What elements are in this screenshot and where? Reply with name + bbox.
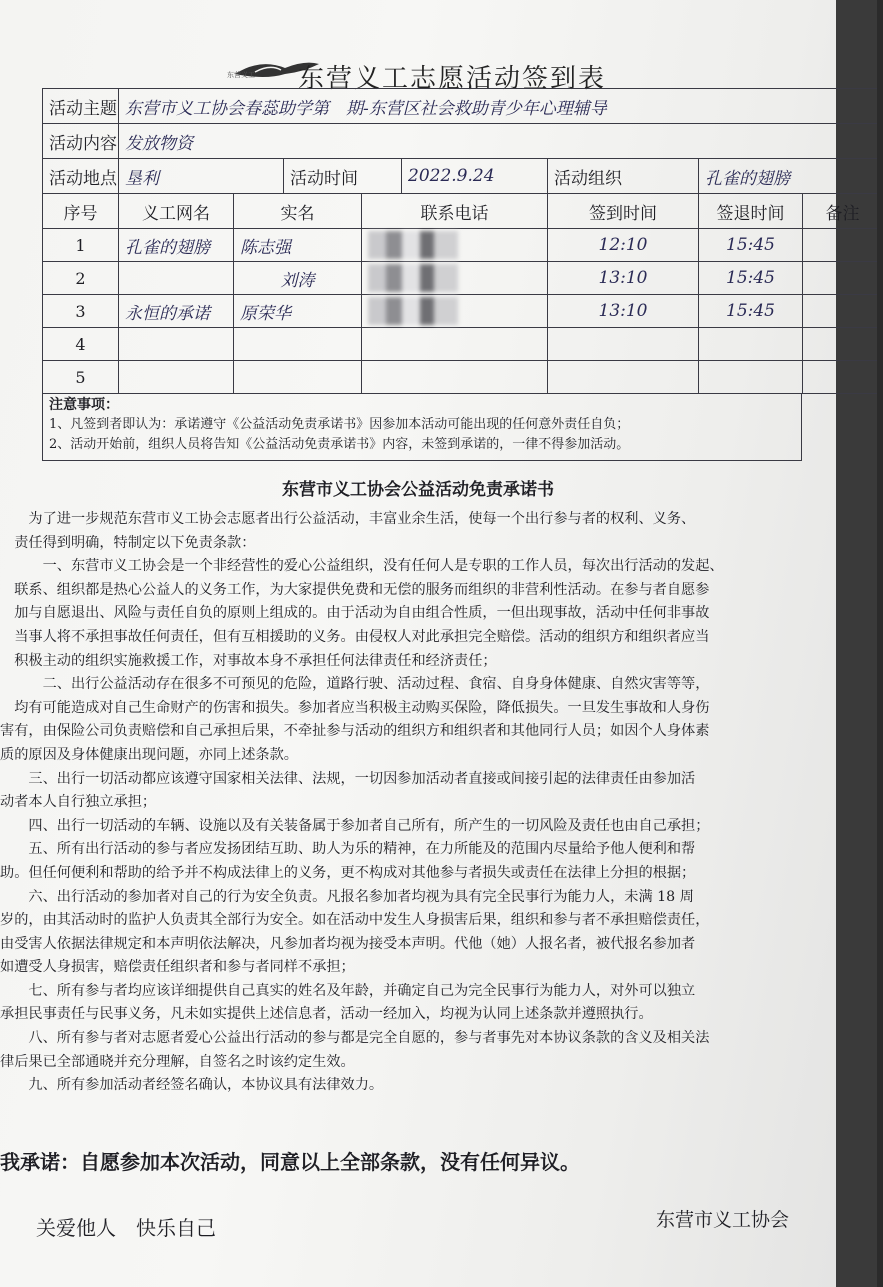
waiver-line: 由受害人依据法律规定和本声明依法解决，凡参加者均视为接受本声明。代他（她）人报名者，被代报名参加者 (0, 935, 696, 952)
redacted-phone (368, 297, 458, 325)
row-name (234, 361, 362, 394)
org-value: 孔雀的翅膀 (699, 159, 883, 194)
time-value: 2022.9.24 (402, 159, 548, 194)
row-num: 1 (43, 229, 119, 262)
sign-in-sheet-title: 东营义工志愿活动签到表 (298, 64, 607, 94)
row-checkout: 15:45 (699, 295, 803, 328)
col-header-num: 序号 (43, 194, 119, 229)
row-nick (119, 262, 234, 295)
waiver-line: 动者本人自行独立承担； (0, 794, 157, 811)
waiver-line: 联系、组织都是热心公益人的义务工作，为大家提供免费和无偿的服务而组织的非营利性活动。在参与者自愿参 (0, 581, 710, 598)
row-name: 原荣华 (234, 295, 362, 328)
document-header (40, 50, 800, 94)
sign-in-table (42, 88, 883, 394)
col-header-name: 实名 (234, 194, 362, 229)
table-row (43, 295, 883, 328)
content-row (43, 124, 883, 159)
waiver-line: 律后果已全部通晓并充分理解，自签名之时该约定生效。 (0, 1053, 355, 1070)
background-edge (877, 0, 883, 1287)
row-phone-redacted (362, 262, 548, 295)
row-remark (803, 328, 883, 361)
notes-box (42, 393, 802, 461)
waiver-line: 加与自愿退出、风险与责任自负的原则上组成的。由于活动为自由组合性质，一但出现事故，活动中任何非事故 (0, 605, 710, 622)
waiver-line: 助。但任何便利和帮助的给予并不构成法律上的义务，更不构成对其他参与者损失或责任在法律上分担的根据； (0, 864, 696, 881)
org-label: 活动组织 (548, 159, 699, 194)
location-label: 活动地点 (43, 159, 119, 194)
row-remark (803, 295, 883, 328)
row-checkin: 12:10 (548, 229, 699, 262)
notes-item: 1、凡签到者即认为：承诺遵守《公益活动免责承诺书》因参加本活动可能出现的任何意外责任自负； (49, 417, 630, 432)
waiver-line: 二、出行公益活动存在很多不可预见的危险，道路行驶、活动过程、食宿、自身身体健康、自然灾害等等， (0, 676, 710, 693)
row-name: 刘涛 (234, 262, 362, 295)
logo-text: 东营义工 (227, 71, 255, 79)
waiver-line: 均有可能造成对自己生命财产的伤害和损失。参加者应当积极主动购买保险，降低损失。一旦发生事故和人身伤 (0, 699, 710, 716)
theme-label: 活动主题 (43, 89, 119, 124)
row-name (234, 328, 362, 361)
row-nick (119, 328, 234, 361)
row-num: 2 (43, 262, 119, 295)
row-checkin: 13:10 (548, 262, 699, 295)
row-nick: 永恒的承诺 (119, 295, 234, 328)
time-label: 活动时间 (284, 159, 402, 194)
row-name: 陈志强 (234, 229, 362, 262)
waiver-line: 如遭受人身损害，赔偿责任组织者和参与者同样不承担； (0, 959, 355, 976)
waiver-line: 七、所有参与者均应该详细提供自己真实的姓名及年龄，并确定自己为完全民事行为能力人，对外可以独立 (0, 982, 696, 999)
content-label: 活动内容 (43, 124, 119, 159)
row-remark (803, 361, 883, 394)
row-num: 4 (43, 328, 119, 361)
row-checkout: 15:45 (699, 262, 803, 295)
row-nick: 孔雀的翅膀 (119, 229, 234, 262)
col-header-remark: 备注 (803, 194, 883, 229)
row-checkout (699, 361, 803, 394)
waiver-line: 当事人将不承担事故任何责任，但有互相援助的义务。由侵权人对此承担完全赔偿。活动的组织方和组织者应当 (0, 628, 710, 645)
waiver-line: 三、出行一切活动都应该遵守国家相关法律、法规，一切因参加活动者直接或间接引起的法律责任由参加活 (0, 770, 696, 787)
waiver-line: 五、所有出行活动的参与者应发扬团结互助、助人为乐的精神，在力所能及的范围内尽量给予他人便利和帮 (0, 841, 696, 858)
theme-row (43, 89, 883, 124)
location-row (43, 159, 883, 194)
row-checkin (548, 328, 699, 361)
waiver-line: 岁的，由其活动时的监护人负责其全部行为安全。如在活动中发生人身损害后果，组织和参与者不承担赔偿责任， (0, 912, 710, 929)
organization-name: 东营市义工协会 (656, 1209, 790, 1231)
waiver-line: 一、东营市义工协会是一个非经营性的爱心公益组织，没有任何人是专职的工作人员，每次出行活动的发起、 (0, 558, 724, 575)
row-checkin (548, 361, 699, 394)
row-phone (362, 361, 548, 394)
row-num: 5 (43, 361, 119, 394)
row-checkout (699, 328, 803, 361)
waiver-line: 承担民事责任与民事义务，凡未如实提供上述信息者，活动一经加入，均视为认同上述条款并遵照执行。 (0, 1006, 653, 1023)
waiver-line: 九、所有参加活动者经签名确认，本协议具有法律效力。 (0, 1077, 384, 1094)
waiver-line: 积极主动的组织实施救援工作，对事故本身不承担任何法律责任和经济责任； (0, 652, 497, 669)
waiver-line: 八、所有参与者对志愿者爱心公益出行活动的参与都是完全自愿的，参与者事先对本协议条款的含义及相关法 (0, 1030, 710, 1047)
table-row (43, 262, 883, 295)
waiver-line: 为了进一步规范东营市义工协会志愿者出行公益活动，丰富业余生活，使每一个出行参与者的权利、义务、 (0, 511, 696, 527)
col-header-checkin: 签到时间 (548, 194, 699, 229)
location-value: 垦利 (119, 159, 284, 194)
slogan: 关爱他人 快乐自己 (36, 1216, 216, 1240)
row-remark (803, 262, 883, 295)
waiver-line: 害有，由保险公司负责赔偿和自己承担后果，不牵扯参与活动的组织方和组织者和其他同行人员；如因个人身体素 (0, 723, 710, 740)
waiver-line: 四、出行一切活动的车辆、设施以及有关装备属于参加者自己所有，所产生的一切风险及责任也由自己承担； (0, 817, 710, 834)
col-header-nick: 义工网名 (119, 194, 234, 229)
redacted-phone (368, 264, 458, 292)
redacted-phone (368, 231, 458, 259)
pledge-statement: 我承诺：自愿参加本次活动，同意以上全部条款，没有任何异议。 (0, 1150, 580, 1174)
row-phone (362, 328, 548, 361)
table-row (43, 229, 883, 262)
row-num: 3 (43, 295, 119, 328)
notes-item: 2、活动开始前，组织人员将告知《公益活动免责承诺书》内容，未签到承诺的，一律不得参加活动。 (49, 437, 630, 452)
table-row (43, 328, 883, 361)
waiver-line: 责任得到明确，特制定以下免责条款： (0, 534, 256, 551)
waiver-line: 质的原因及身体健康出现问题，亦同上述条款。 (0, 746, 298, 763)
row-phone-redacted (362, 295, 548, 328)
row-checkout: 15:45 (699, 229, 803, 262)
col-header-checkout: 签退时间 (699, 194, 803, 229)
row-checkin: 13:10 (548, 295, 699, 328)
row-remark (803, 229, 883, 262)
waiver-line: 六、出行活动的参加者对自己的行为安全负责。凡报名参加者均视为具有完全民事行为能力人，未满 18 周 (0, 888, 694, 905)
col-header-phone: 联系电话 (362, 194, 548, 229)
waiver-title: 东营市义工协会公益活动免责承诺书 (282, 480, 554, 500)
row-nick (119, 361, 234, 394)
waiver-body (0, 508, 836, 1098)
row-phone-redacted (362, 229, 548, 262)
table-row (43, 361, 883, 394)
table-header-row (43, 194, 883, 229)
content-value: 发放物资 (119, 124, 883, 159)
theme-value: 东营市义工协会春蕊助学第 期-东营区社会救助青少年心理辅导 (119, 89, 883, 124)
notes-title: 注意事项： (49, 397, 119, 413)
